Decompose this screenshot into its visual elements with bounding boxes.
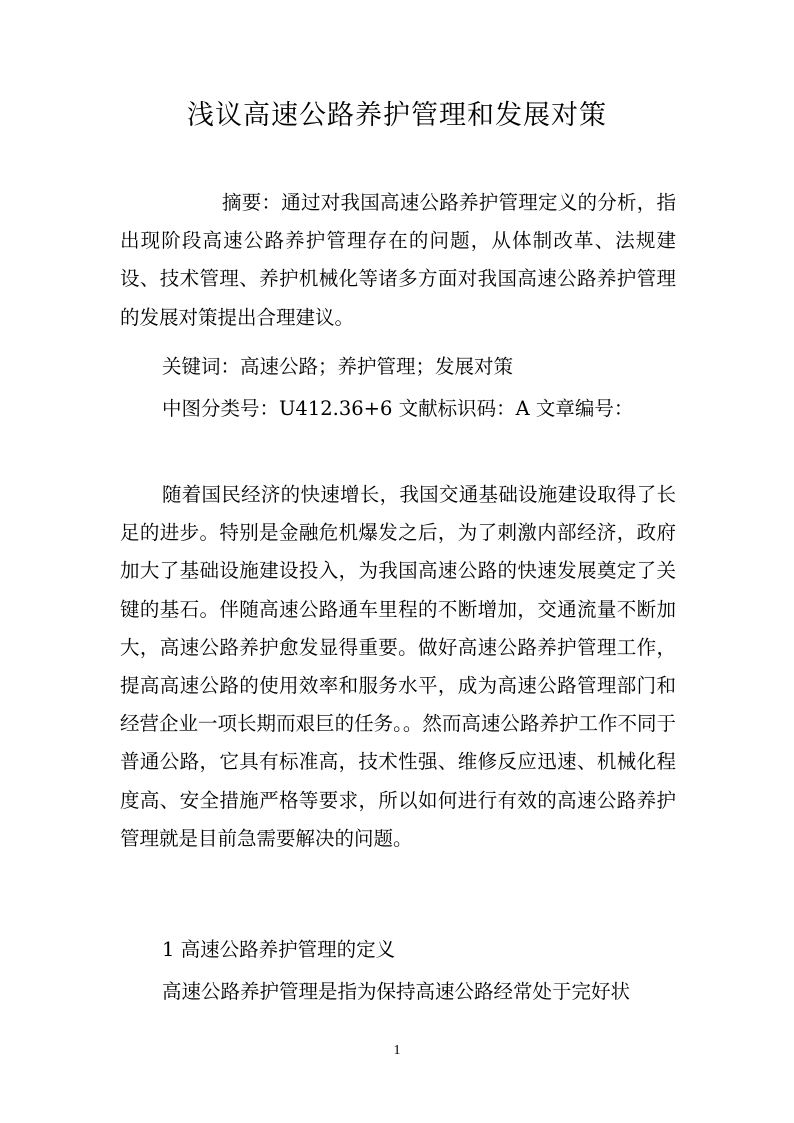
body-paragraph: 高速公路养护管理是指为保持高速公路经常处于完好状 [162,980,631,1003]
document-title: 浅议高速公路养护管理和发展对策 [187,100,607,131]
section-heading: 1 高速公路养护管理的定义 [162,938,396,961]
keywords-line: 关键词：高速公路；养护管理；发展对策 [162,355,514,378]
abstract-paragraph: 摘要：通过对我国高速公路养护管理定义的分析，指出现阶段高速公路养护管理存在的问题，从体制改革、法规建设、技术管理、养护机械化等诸多方面对我国高速公路养护管理的发展对策提出合理建议。 [120,191,676,329]
body-paragraph: 随着国民经济的快速增长，我国交通基础设施建设取得了长足的进步。特别是金融危机爆发之后，为了刺激内部经济，政府加大了基础设施建设投入，为我国高速公路的快速发展奠定了关键的基石。伴随高速公路通车里程的不断增加，交通流量不断加大，高速公路养护愈发显得重要。做好高速公路养护管理工作，提高高速公路的使用效率和服务水平，成为高速公路管理部门和经营企业一项长期而艰巨的任务。。然而高速公路养护工作不同于普通公路，它具有标准高，技术性强、维修反应迅速、机械化程度高、安全措施严格等要求，所以如何进行有效的高速公路养护管理就是目前急需要解决的问题。 [120,483,676,850]
page-number: 1 [393,1043,401,1058]
classification-line: 中图分类号：U412.36+6 文献标识码：A 文章编号： [162,397,634,420]
